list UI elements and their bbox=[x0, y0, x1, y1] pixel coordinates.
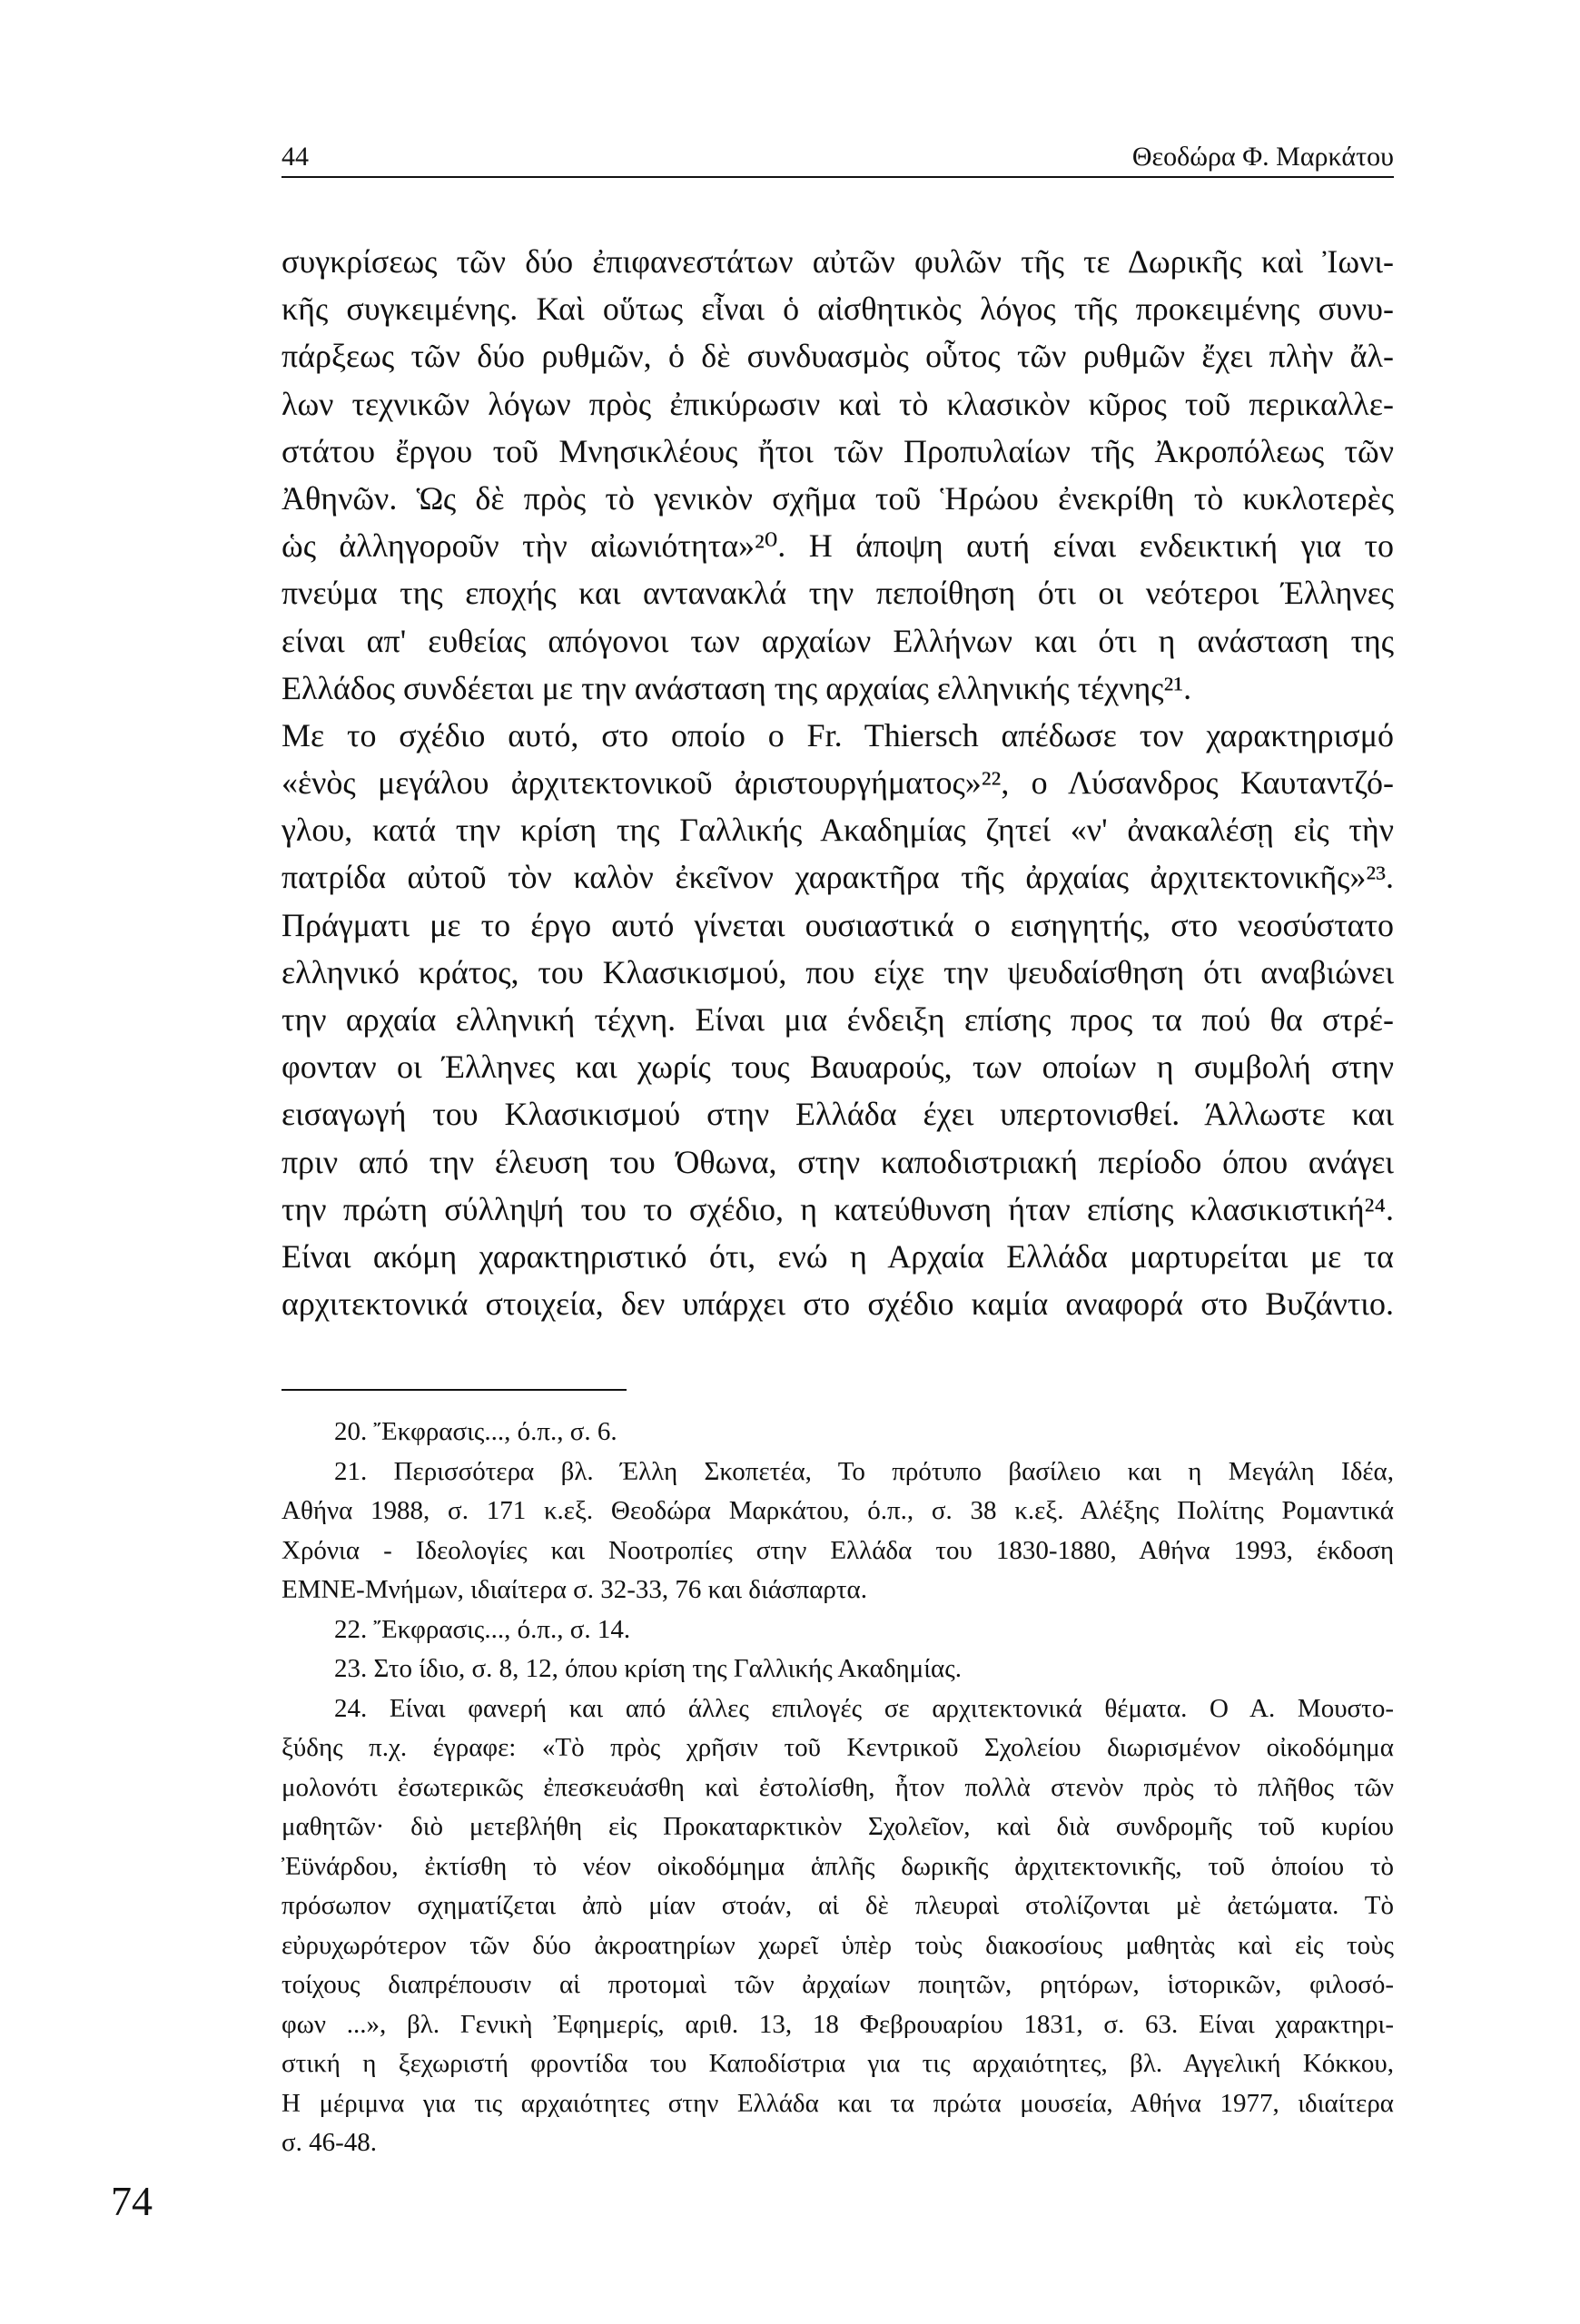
text-line: την αρχαία ελληνική τέχνη. Είναι μια ένδειξη επίσης προς τα πού θα στρέ- bbox=[281, 1001, 1394, 1038]
footnote-line: φων ...», βλ. Γενικὴ Ἐφημερίς, αριθ. 13, 18 Φεβρουαρίου 1831, σ. 63. Είναι χαρακτηρι- bbox=[281, 2009, 1394, 2039]
footnote-line: τοίχους διαπρέπουσιν αἱ προτομαὶ τῶν ἀρχαίων ποιητῶν, ρητόρων, ἱστορικῶν, φιλοσό- bbox=[281, 1970, 1394, 1999]
footnote-line: ΕΜΝΕ-Μνήμων, ιδιαίτερα σ. 32-33, 76 και διάσπαρτα. bbox=[281, 1575, 867, 1604]
text-line: Με το σχέδιο αυτό, στο οποίο ο Fr. Thiersch απέδωσε τον χαρακτηρισμό bbox=[281, 716, 1394, 753]
footnote-23: 23. Στο ίδιο, σ. 8, 12, όπου κρίση της Γαλλικής Ακαδημίας. bbox=[334, 1654, 962, 1683]
footnote-line: σ. 46-48. bbox=[281, 2128, 378, 2157]
footnote-line: Η μέριμνα για τις αρχαιότητες στην Ελλάδα και τα πρώτα μουσεία, Αθήνα 1977, ιδιαίτερα bbox=[281, 2088, 1394, 2118]
text-line: ὡς ἀλληγοροῦν τὴν αἰωνιότητα»²⁰. Η άποψη αυτή είναι ενδεικτική για το bbox=[281, 527, 1394, 565]
text-line: ελληνικό κράτος, του Κλασικισμού, που είχε την ψευδαίσθηση ότι αναβιώνει bbox=[281, 953, 1394, 990]
text-line: κῆς συγκειμένης. Καὶ οὕτως εἶναι ὁ αἰσθητικὸς λόγος τῆς προκειμένης συνυ- bbox=[281, 290, 1394, 328]
footnote-line: ξύδης π.χ. έγραφε: «Τὸ πρὸς χρῆσιν τοῦ Κεντρικοῦ Σχολείου διωρισμένον οἰκοδόμημα bbox=[281, 1733, 1394, 1762]
footnote-22: 22. Ἔκφρασις..., ό.π., σ. 14. bbox=[334, 1614, 631, 1644]
footnote-line: πρόσωπον σχηματίζεται ἀπὸ μίαν στοάν, αἱ δὲ πλευραὶ στολίζονται μὲ ἀετώματα. Τὸ bbox=[281, 1891, 1394, 1920]
text-line: Ἀθηνῶν. Ὡς δὲ πρὸς τὸ γενικὸν σχῆμα τοῦ Ἡρώου ἐνεκρίθη τὸ κυκλοτερὲς bbox=[281, 479, 1394, 517]
footnote-24: 24. Είναι φανερή και από άλλες επιλογές σε αρχιτεκτονικά θέματα. Ο Α. Μουστο- bbox=[334, 1693, 1394, 1723]
text-line: στάτου ἔργου τοῦ Μνησικλέους ἤτοι τῶν Προπυλαίων τῆς Ἀκροπόλεως τῶν bbox=[281, 432, 1394, 469]
footnote-line: μολονότι ἐσωτερικῶς ἐπεσκευάσθη καὶ ἐστολίσθη, ἦτον πολλὰ στενὸν πρὸς τὸ πλῆθος τῶν bbox=[281, 1772, 1394, 1802]
footnotes bbox=[281, 1413, 1394, 2163]
text-line: Ελλάδος συνδέεται με την ανάσταση της αρχαίας ελληνικής τέχνης²¹. bbox=[281, 669, 1192, 706]
footnote-line: Ἐϋνάρδου, ἐκτίσθη τὸ νέον οἰκοδόμημα ἁπλῆς δωρικῆς ἀρχιτεκτονικῆς, τοῦ ὁποίου τὸ bbox=[281, 1851, 1394, 1881]
text-line: πατρίδα αὐτοῦ τὸν καλὸν ἐκεῖνον χαρακτῆρα τῆς ἀρχαίας ἀρχιτεκτονικῆς»²³. bbox=[281, 859, 1394, 896]
text-line: γλου, κατά την κρίση της Γαλλικής Ακαδημίας ζητεί «ν' ἀνακαλέσῃ εἰς τὴν bbox=[281, 812, 1394, 849]
footnote-21: 21. Περισσότερα βλ. Έλλη Σκοπετέα, Το πρότυπο βασίλειο και η Μεγάλη Ιδέα, bbox=[334, 1456, 1394, 1486]
text-line: την πρώτη σύλληψή του το σχέδιο, η κατεύθυνση ήταν επίσης κλασικιστική²⁴. bbox=[281, 1190, 1394, 1227]
text-line: είναι απ' ευθείας απόγονοι των αρχαίων Ελλήνων και ότι η ανάσταση της bbox=[281, 622, 1394, 659]
text-line: Είναι ακόμη χαρακτηριστικό ότι, ενώ η Αρχαία Ελλάδα μαρτυρείται με τα bbox=[281, 1237, 1394, 1275]
footnote-line: μαθητῶν· διὸ μετεβλήθη εἰς Προκαταρκτικὸν Σχολεῖον, καὶ διὰ συνδρομῆς τοῦ κυρίου bbox=[281, 1812, 1394, 1841]
footnote-divider bbox=[281, 1389, 627, 1391]
text-line: αρχιτεκτονικά στοιχεία, δεν υπάρχει στο σχέδιο καμία αναφορά στο Βυζάντιο. bbox=[281, 1285, 1394, 1323]
text-line: φονταν οι Έλληνες και χωρίς τους Βαυαρούς, των οποίων η συμβολή στην bbox=[281, 1049, 1394, 1086]
text-line: πνεύμα της εποχής και αντανακλά την πεποίθηση ότι οι νεότεροι Έλληνες bbox=[281, 575, 1394, 612]
footnote-line: Αθήνα 1988, σ. 171 κ.εξ. Θεοδώρα Μαρκάτου, ό.π., σ. 38 κ.εξ. Αλέξης Πολίτης Ρομαντικά bbox=[281, 1496, 1394, 1525]
text-line: συγκρίσεως τῶν δύο ἐπιφανεστάτων αὐτῶν φυλῶν τῆς τε Δωρικῆς καὶ Ἰωνι- bbox=[281, 243, 1394, 280]
page-number: 44 bbox=[281, 142, 309, 172]
text-line: εισαγωγή του Κλασικισμού στην Ελλάδα έχει υπερτονισθεί. Άλλωστε και bbox=[281, 1096, 1394, 1133]
text-line: λων τεχνικῶν λόγων πρὸς ἐπικύρωσιν καὶ τὸ κλασικὸν κῦρος τοῦ περικαλλε- bbox=[281, 385, 1394, 422]
footnote-line: Χρόνια - Ιδεολογίες και Νοοτροπίες στην Ελλάδα του 1830-1880, Αθήνα 1993, έκδοση bbox=[281, 1535, 1394, 1565]
footnote-20: 20. Ἔκφρασις..., ό.π., σ. 6. bbox=[334, 1417, 617, 1446]
margin-page-number: 74 bbox=[111, 2178, 153, 2224]
text-line: πάρξεως τῶν δύο ρυθμῶν, ὁ δὲ συνδυασμὸς οὗτος τῶν ρυθμῶν ἔχει πλὴν ἄλ- bbox=[281, 338, 1394, 375]
main-text bbox=[281, 238, 1394, 1327]
footnote-line: στική η ξεχωριστή φροντίδα του Καποδίστρια για τις αρχαιότητες, βλ. Αγγελική Κόκκου, bbox=[281, 2049, 1394, 2078]
running-head-author: Θεοδώρα Φ. Μαρκάτου bbox=[1131, 142, 1394, 172]
footnote-line: εὐρυχωρότερον τῶν δύο ἀκροατηρίων χωρεῖ ὑπὲρ τοὺς διακοσίους μαθητὰς καὶ εἰς τοὺς bbox=[281, 1930, 1394, 1960]
running-header bbox=[281, 136, 1394, 178]
text-line: «ἑνὸς μεγάλου ἀρχιτεκτονικοῦ ἀριστουργήματος»²², ο Λύσανδρος Καυταντζό- bbox=[281, 764, 1394, 802]
text-line: Πράγματι με το έργο αυτό γίνεται ουσιαστικά ο εισηγητής, στο νεοσύστατο bbox=[281, 906, 1394, 943]
text-line: πριν από την έλευση του Όθωνα, στην καποδιστριακή περίοδο όπου ανάγει bbox=[281, 1143, 1394, 1180]
